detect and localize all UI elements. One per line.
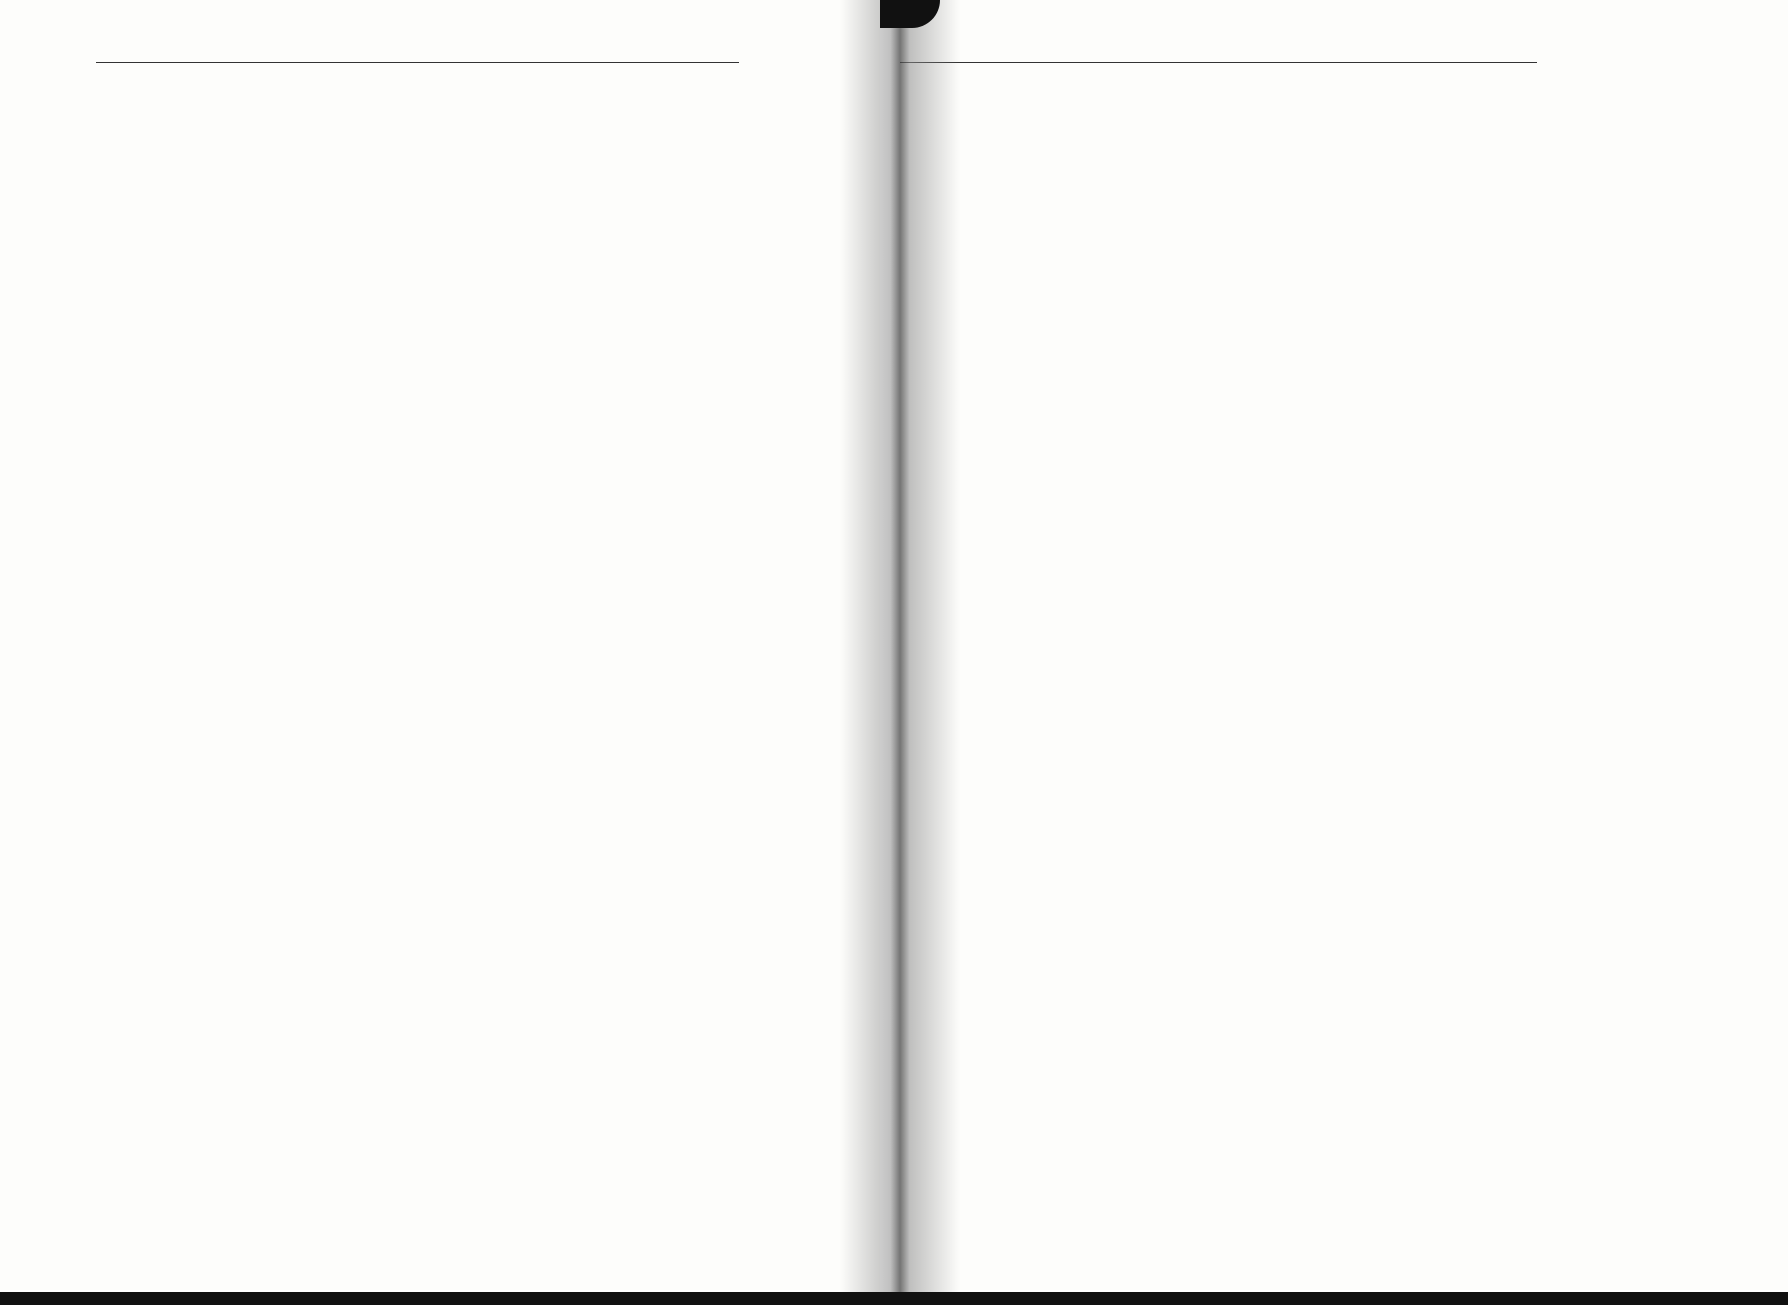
right-page (900, 0, 1788, 1290)
book-gutter (840, 0, 960, 1305)
scan-edge (0, 1292, 1788, 1305)
left-page (0, 0, 880, 1290)
